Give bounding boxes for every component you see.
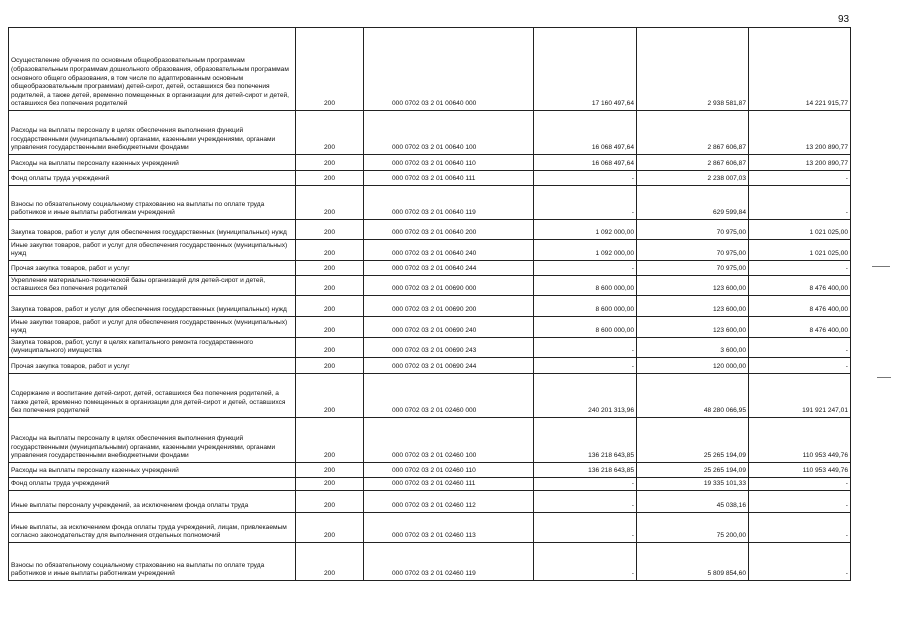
- row-budget-classification-code: 000 0702 03 2 01 02460 112: [364, 491, 534, 513]
- row-budget-classification-code: 000 0702 03 2 01 02460 110: [364, 463, 534, 478]
- row-description: Укрепление материально-технической базы организаций для детей-сирот и детей, оставшихся без попечения родителей: [9, 276, 296, 296]
- row-budget-classification-code: 000 0702 03 2 01 00640 200: [364, 220, 534, 240]
- row-budget-classification-code: 000 0702 03 2 01 00690 200: [364, 296, 534, 317]
- row-line-code: 200: [296, 463, 364, 478]
- table-row: [9, 276, 851, 296]
- row-budget-classification-code: 000 0702 03 2 01 00640 000: [364, 28, 534, 111]
- row-description: Расходы на выплаты персоналу казенных учреждений: [9, 463, 296, 478]
- row-line-code: 200: [296, 478, 364, 491]
- row-budget-classification-code: 000 0702 03 2 01 00640 244: [364, 261, 534, 276]
- row-line-code: 200: [296, 358, 364, 374]
- row-executed-amount: 70 975,00: [637, 240, 749, 261]
- table-row: [9, 543, 851, 581]
- row-line-code: 200: [296, 111, 364, 155]
- row-line-code: 200: [296, 220, 364, 240]
- row-description: Иные закупки товаров, работ и услуг для обеспечения государственных (муниципальных) нужд: [9, 240, 296, 261]
- row-executed-amount: 2 238 007,03: [637, 171, 749, 186]
- row-executed-amount: 120 000,00: [637, 358, 749, 374]
- row-unexecuted-amount: -: [749, 261, 851, 276]
- row-unexecuted-amount: -: [749, 478, 851, 491]
- row-approved-amount: 8 600 000,00: [534, 276, 637, 296]
- row-budget-classification-code: 000 0702 03 2 01 02460 119: [364, 543, 534, 581]
- row-executed-amount: 25 265 194,09: [637, 418, 749, 463]
- row-line-code: 200: [296, 155, 364, 171]
- row-line-code: 200: [296, 374, 364, 418]
- row-approved-amount: -: [534, 513, 637, 543]
- row-approved-amount: 16 068 497,64: [534, 155, 637, 171]
- row-budget-classification-code: 000 0702 03 2 01 00640 100: [364, 111, 534, 155]
- row-executed-amount: 70 975,00: [637, 261, 749, 276]
- row-executed-amount: 123 600,00: [637, 317, 749, 338]
- row-executed-amount: 45 038,16: [637, 491, 749, 513]
- row-executed-amount: 70 975,00: [637, 220, 749, 240]
- row-line-code: 200: [296, 240, 364, 261]
- row-approved-amount: 136 218 643,85: [534, 463, 637, 478]
- row-unexecuted-amount: -: [749, 186, 851, 220]
- table-row: [9, 171, 851, 186]
- page-number: 93: [838, 14, 850, 25]
- row-executed-amount: 2 867 606,87: [637, 111, 749, 155]
- scan-artifact: [872, 266, 890, 267]
- row-budget-classification-code: 000 0702 03 2 01 00690 000: [364, 276, 534, 296]
- row-executed-amount: 629 599,84: [637, 186, 749, 220]
- table-row: [9, 491, 851, 513]
- row-approved-amount: 17 160 497,64: [534, 28, 637, 111]
- row-approved-amount: -: [534, 338, 637, 358]
- row-unexecuted-amount: 1 021 025,00: [749, 240, 851, 261]
- row-budget-classification-code: 000 0702 03 2 01 02460 100: [364, 418, 534, 463]
- row-budget-classification-code: 000 0702 03 2 01 00640 111: [364, 171, 534, 186]
- row-line-code: 200: [296, 491, 364, 513]
- row-approved-amount: 8 600 000,00: [534, 317, 637, 338]
- row-unexecuted-amount: -: [749, 543, 851, 581]
- row-executed-amount: 48 280 066,95: [637, 374, 749, 418]
- row-line-code: 200: [296, 171, 364, 186]
- row-executed-amount: 5 809 854,60: [637, 543, 749, 581]
- row-approved-amount: 8 600 000,00: [534, 296, 637, 317]
- row-budget-classification-code: 000 0702 03 2 01 00690 240: [364, 317, 534, 338]
- row-line-code: 200: [296, 543, 364, 581]
- row-executed-amount: 75 200,00: [637, 513, 749, 543]
- row-approved-amount: 1 092 000,00: [534, 220, 637, 240]
- row-executed-amount: 3 600,00: [637, 338, 749, 358]
- row-budget-classification-code: 000 0702 03 2 01 00690 243: [364, 338, 534, 358]
- row-executed-amount: 123 600,00: [637, 296, 749, 317]
- table-row: [9, 317, 851, 338]
- row-executed-amount: 25 265 194,09: [637, 463, 749, 478]
- row-budget-classification-code: 000 0702 03 2 01 02460 000: [364, 374, 534, 418]
- row-line-code: 200: [296, 28, 364, 111]
- row-unexecuted-amount: 8 476 400,00: [749, 317, 851, 338]
- row-budget-classification-code: 000 0702 03 2 01 00640 240: [364, 240, 534, 261]
- row-approved-amount: -: [534, 261, 637, 276]
- table-row: [9, 463, 851, 478]
- row-unexecuted-amount: -: [749, 358, 851, 374]
- row-line-code: 200: [296, 261, 364, 276]
- row-budget-classification-code: 000 0702 03 2 01 00640 110: [364, 155, 534, 171]
- scan-artifact: [877, 377, 891, 378]
- row-unexecuted-amount: 110 953 449,76: [749, 418, 851, 463]
- row-description: Прочая закупка товаров, работ и услуг: [9, 261, 296, 276]
- row-line-code: 200: [296, 418, 364, 463]
- row-approved-amount: -: [534, 543, 637, 581]
- row-budget-classification-code: 000 0702 03 2 01 02460 111: [364, 478, 534, 491]
- row-approved-amount: -: [534, 478, 637, 491]
- row-unexecuted-amount: 110 953 449,76: [749, 463, 851, 478]
- row-unexecuted-amount: 191 921 247,01: [749, 374, 851, 418]
- row-unexecuted-amount: 1 021 025,00: [749, 220, 851, 240]
- row-unexecuted-amount: -: [749, 171, 851, 186]
- row-description: Закупка товаров, работ и услуг для обеспечения государственных (муниципальных) нужд: [9, 220, 296, 240]
- row-budget-classification-code: 000 0702 03 2 01 00690 244: [364, 358, 534, 374]
- row-budget-classification-code: 000 0702 03 2 01 00640 119: [364, 186, 534, 220]
- row-unexecuted-amount: 14 221 915,77: [749, 28, 851, 111]
- row-description: Фонд оплаты труда учреждений: [9, 171, 296, 186]
- row-description: Закупка товаров, работ и услуг для обеспечения государственных (муниципальных) нужд: [9, 296, 296, 317]
- row-unexecuted-amount: -: [749, 338, 851, 358]
- row-description: Расходы на выплаты персоналу в целях обеспечения выполнения функций государственными (муниципальными) органами, казенными учреждениями, органами управления государственными внебюджетными фондами: [9, 111, 296, 155]
- row-unexecuted-amount: 13 200 890,77: [749, 155, 851, 171]
- row-approved-amount: 1 092 000,00: [534, 240, 637, 261]
- table-row: [9, 374, 851, 418]
- row-unexecuted-amount: 13 200 890,77: [749, 111, 851, 155]
- row-approved-amount: -: [534, 358, 637, 374]
- row-budget-classification-code: 000 0702 03 2 01 02460 113: [364, 513, 534, 543]
- row-approved-amount: -: [534, 186, 637, 220]
- row-description: Взносы по обязательному социальному страхованию на выплаты по оплате труда работников и иные выплаты работникам учреждений: [9, 543, 296, 581]
- row-description: Иные закупки товаров, работ и услуг для обеспечения государственных (муниципальных) нужд: [9, 317, 296, 338]
- budget-execution-table: [8, 27, 851, 581]
- row-description: Взносы по обязательному социальному страхованию на выплаты по оплате труда работников и иные выплаты работникам учреждений: [9, 186, 296, 220]
- row-description: Иные выплаты, за исключением фонда оплаты труда учреждений, лицам, привлекаемым согласно законодательству для выполнения отдельных полномочий: [9, 513, 296, 543]
- row-description: Иные выплаты персоналу учреждений, за исключением фонда оплаты труда: [9, 491, 296, 513]
- row-line-code: 200: [296, 317, 364, 338]
- table-row: [9, 220, 851, 240]
- row-line-code: 200: [296, 513, 364, 543]
- table-row: [9, 28, 851, 111]
- table-row: [9, 155, 851, 171]
- row-line-code: 200: [296, 296, 364, 317]
- table-row: [9, 418, 851, 463]
- row-approved-amount: -: [534, 491, 637, 513]
- row-approved-amount: 16 068 497,64: [534, 111, 637, 155]
- row-line-code: 200: [296, 186, 364, 220]
- row-unexecuted-amount: -: [749, 491, 851, 513]
- row-description: Содержание и воспитание детей-сирот, детей, оставшихся без попечения родителей, а также детей, временно помещенных в организации для детей-сирот и детей, оставшихся без попечения родителей: [9, 374, 296, 418]
- row-executed-amount: 2 938 581,87: [637, 28, 749, 111]
- row-approved-amount: 136 218 643,85: [534, 418, 637, 463]
- row-unexecuted-amount: 8 476 400,00: [749, 276, 851, 296]
- table-row: [9, 261, 851, 276]
- row-description: Расходы на выплаты персоналу в целях обеспечения выполнения функций государственными (муниципальными) органами, казенными учреждениями, органами управления государственными внебюджетными фондами: [9, 418, 296, 463]
- row-description: Прочая закупка товаров, работ и услуг: [9, 358, 296, 374]
- table-row: [9, 513, 851, 543]
- row-description: Расходы на выплаты персоналу казенных учреждений: [9, 155, 296, 171]
- row-executed-amount: 2 867 606,87: [637, 155, 749, 171]
- row-approved-amount: -: [534, 171, 637, 186]
- row-unexecuted-amount: -: [749, 513, 851, 543]
- row-description: Фонд оплаты труда учреждений: [9, 478, 296, 491]
- table-row: [9, 358, 851, 374]
- row-executed-amount: 19 335 101,33: [637, 478, 749, 491]
- table-row: [9, 111, 851, 155]
- row-approved-amount: 240 201 313,96: [534, 374, 637, 418]
- row-line-code: 200: [296, 338, 364, 358]
- table-row: [9, 186, 851, 220]
- table-row: [9, 338, 851, 358]
- row-description: Осуществление обучения по основным общеобразовательным программам (образовательным программам дошкольного образования, образовательным программам основного общего образования, в том числе по адаптированным основным общеобразовательным программам) детей-сирот, детей, оставшихся без попечения родителей, а также детей, временно помещенных в организации для детей-сирот и детей, оставшихся без попечения родителей: [9, 28, 296, 111]
- table-row: [9, 478, 851, 491]
- row-unexecuted-amount: 8 476 400,00: [749, 296, 851, 317]
- table-row: [9, 296, 851, 317]
- table-row: [9, 240, 851, 261]
- row-line-code: 200: [296, 276, 364, 296]
- row-executed-amount: 123 600,00: [637, 276, 749, 296]
- row-description: Закупка товаров, работ, услуг в целях капитального ремонта государственного (муниципального) имущества: [9, 338, 296, 358]
